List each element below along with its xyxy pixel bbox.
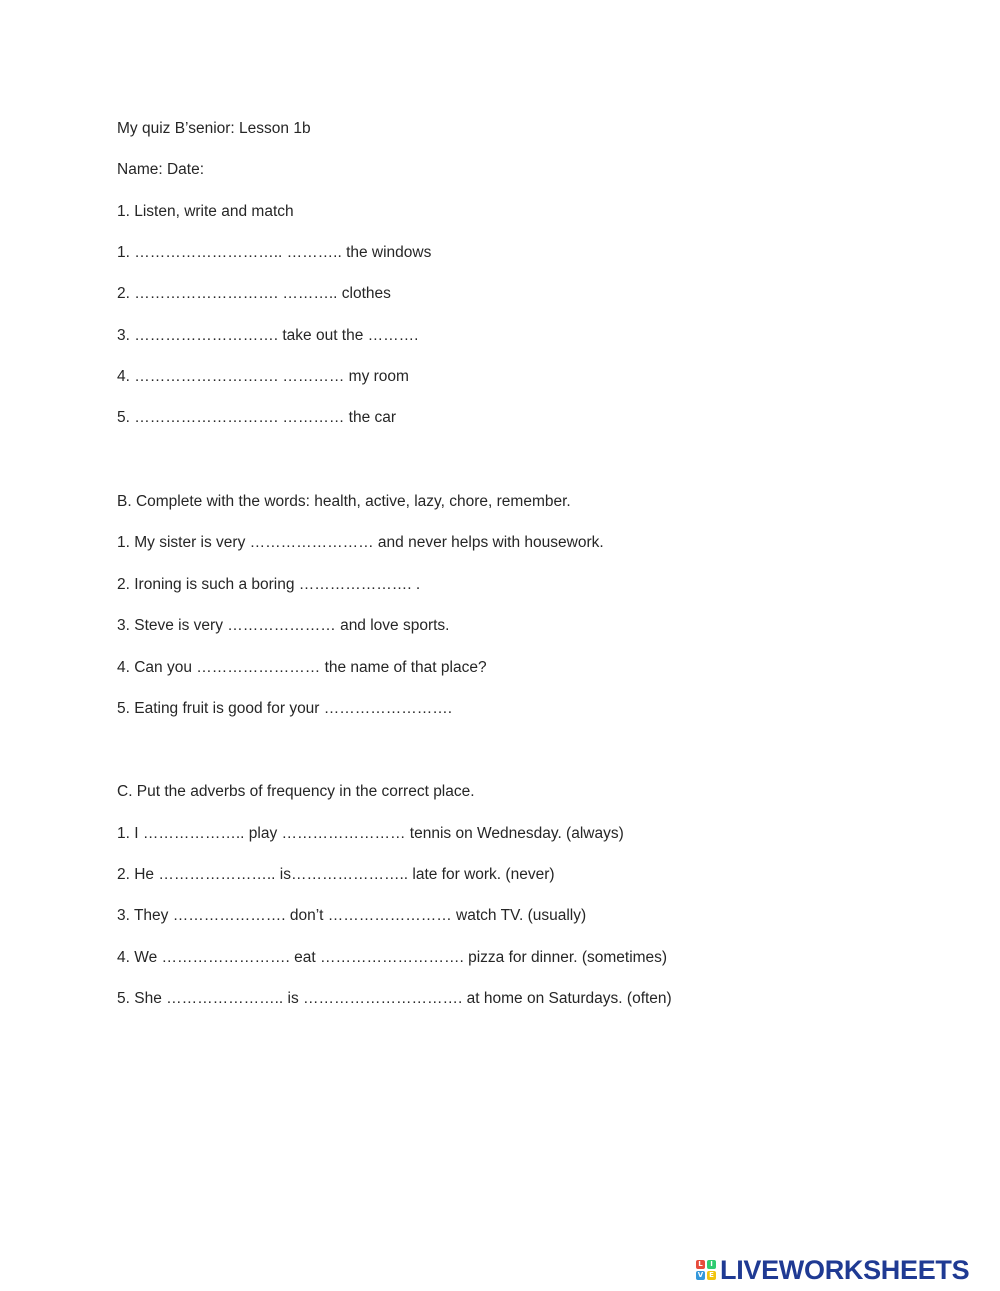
logo-mark-letter: L bbox=[696, 1260, 705, 1269]
name-date-line: Name: Date: bbox=[117, 161, 205, 178]
section-c-item: 5. She ………………….. is …………………………. at home on Saturdays. (often) bbox=[117, 990, 672, 1007]
logo-text: LIVEWORKSHEETS bbox=[720, 1255, 970, 1285]
section-b-item: 2. Ironing is such a boring …………………. . bbox=[117, 576, 421, 593]
section-a-item: 4. ………………………. ………… my room bbox=[117, 368, 409, 385]
liveworksheets-logo[interactable] bbox=[696, 1255, 969, 1285]
page-title: My quiz B’senior: Lesson 1b bbox=[117, 120, 311, 137]
section-c-item: 4. We ……………………. eat ………………………. pizza for dinner. (sometimes) bbox=[117, 949, 668, 966]
logo-mark-icon bbox=[696, 1260, 716, 1280]
section-a-item: 1. ……………………….. ……….. the windows bbox=[117, 244, 432, 261]
section-a-item: 3. ………………………. take out the ………. bbox=[117, 327, 419, 344]
section-c-item: 1. I ……………….. play …………………… tennis on Wednesday. (always) bbox=[117, 825, 624, 842]
section-a-item: 5. ………………………. ………… the car bbox=[117, 409, 397, 426]
section-a-heading: 1. Listen, write and match bbox=[117, 203, 294, 220]
section-c-item: 3. They …………………. don’t …………………… watch TV. (usually) bbox=[117, 907, 587, 924]
section-a-item: 2. ………………………. ……….. clothes bbox=[117, 285, 391, 302]
section-b-item: 3. Steve is very ………………… and love sports. bbox=[117, 617, 450, 634]
section-b-item: 4. Can you …………………… the name of that place? bbox=[117, 659, 487, 676]
logo-mark-letter: E bbox=[707, 1271, 716, 1280]
section-b-heading: B. Complete with the words: health, active, lazy, chore, remember. bbox=[117, 493, 571, 510]
section-c-item: 2. He ………………….. is………………….. late for work. (never) bbox=[117, 866, 555, 883]
section-b-item: 1. My sister is very …………………… and never helps with housework. bbox=[117, 534, 604, 551]
logo-mark-letter: I bbox=[707, 1260, 716, 1269]
section-b-item: 5. Eating fruit is good for your ……………………. bbox=[117, 700, 453, 717]
section-c-heading: C. Put the adverbs of frequency in the correct place. bbox=[117, 783, 475, 800]
logo-mark-letter: V bbox=[697, 1271, 704, 1279]
